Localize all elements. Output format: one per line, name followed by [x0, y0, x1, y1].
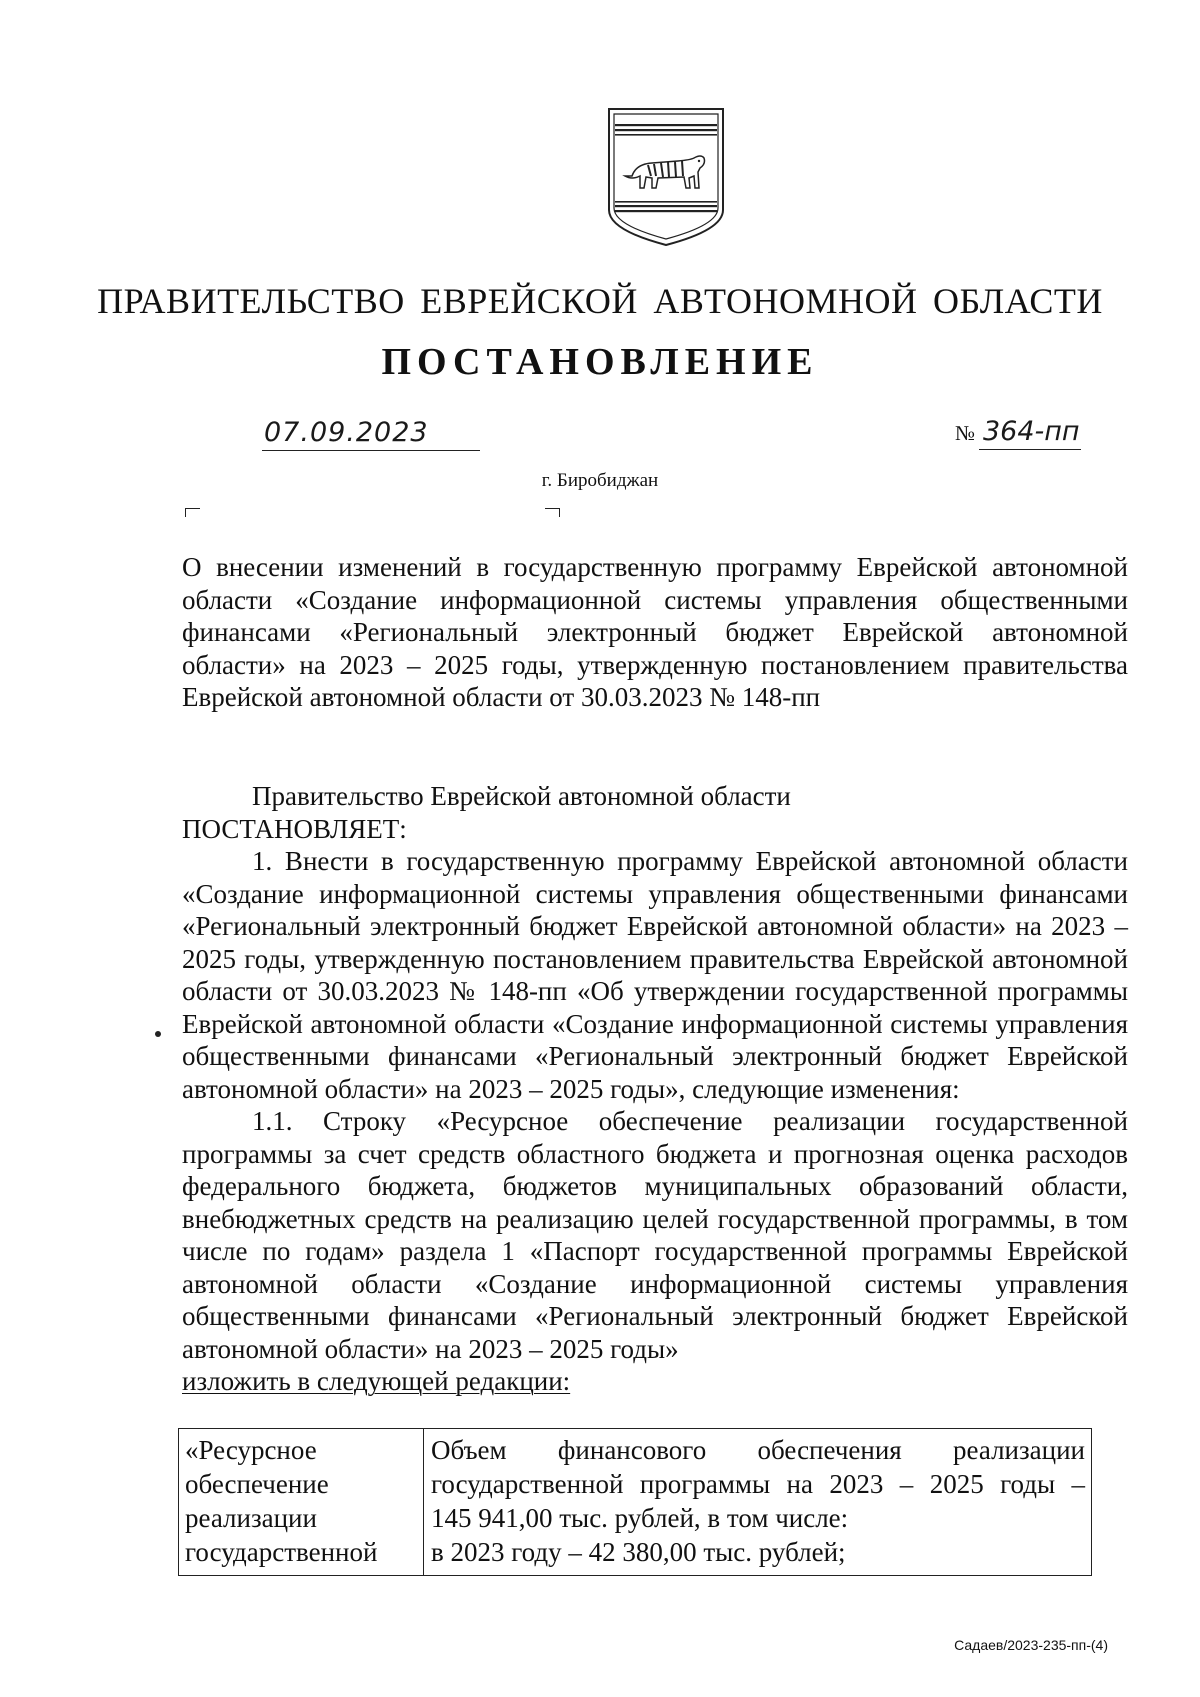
- subject-paragraph: О внесении изменений в государственную программу Еврейской автономной области «Создание информационной системы управления общественными финансами «Региональный электронный бюджет Еврейской автономной области» на 2023 – 2025 годы, утвержденную постановлением правительства Еврейской автономной области от 30.03.2023 № 148-пп: [182, 552, 1128, 712]
- table-right-line: в 2023 году – 42 380,00 тыс. рублей;: [431, 1537, 846, 1567]
- table-left-line: обеспечение: [185, 1469, 329, 1499]
- intro-line: Правительство Еврейской автономной области: [252, 781, 791, 811]
- table-left-line: реализации: [185, 1503, 317, 1533]
- government-title: ПРАВИТЕЛЬСТВО ЕВРЕЙСКОЙ АВТОНОМНОЙ ОБЛАСТИ: [97, 281, 1103, 321]
- body-text: [182, 780, 1128, 1398]
- footer-code: Садаев/2023-235-пп-(4): [954, 1637, 1108, 1653]
- date-field: [262, 416, 480, 451]
- table-left-cell: [179, 1429, 424, 1575]
- document-type-title: ПОСТАНОВЛЕНИЕ: [381, 341, 819, 383]
- margin-dot-mark: [155, 1031, 161, 1037]
- corner-mark-left: [185, 508, 200, 517]
- coat-of-arms-emblem: [606, 106, 726, 248]
- table-right-line: государственной программы на 2023 – 2025 годы –: [431, 1469, 1085, 1499]
- number-sign: №: [955, 421, 976, 445]
- table-right-line: 145 941,00 тыс. рублей, в том числе:: [431, 1503, 849, 1533]
- corner-mark-right: [545, 508, 560, 517]
- table-right-cell: [424, 1429, 1091, 1575]
- item-1-1-end: изложить в следующей редакции:: [182, 1366, 571, 1396]
- item-1-1-paragraph: 1.1. Строку «Ресурсное обеспечение реализации государственной программы за счет средств областного бюджета и прогнозная оценка расходов федерального бюджета, бюджетов муниципальных образований области, внебюджетных средств на реализацию целей государственной программы, в том числе по годам» раздела 1 «Паспорт государственной программы Еврейской автономной области «Создание информационной системы управления общественными финансами «Региональный электронный бюджет Еврейской автономной области» на 2023 – 2025 годы»: [182, 1106, 1128, 1364]
- table-left-line: «Ресурсное: [185, 1435, 317, 1465]
- tiger-shield-icon: [606, 106, 726, 248]
- handwritten-number: 364-пп: [983, 416, 1080, 447]
- item-1-paragraph: 1. Внести в государственную программу Еврейской автономной области «Создание информационной системы управления общественными финансами «Региональный электронный бюджет Еврейской автономной области» на 2023 – 2025 годы, утвержденную постановлением правительства Еврейской автономной области от 30.03.2023 № 148-пп «Об утверждении государственной программы Еврейской автономной области «Создание информационной системы управления общественными финансами «Региональный электронный бюджет Еврейской автономной области» на 2023 – 2025 годы», следующие изменения:: [182, 846, 1128, 1104]
- table-right-line: Объем финансового обеспечения реализации: [431, 1435, 1085, 1465]
- table-left-line: государственной: [185, 1537, 378, 1567]
- city-label: г. Биробиджан: [541, 470, 659, 491]
- resource-table: [178, 1428, 1092, 1576]
- number-underline: [979, 415, 1081, 450]
- handwritten-date: 07.09.2023: [264, 417, 429, 448]
- resolves-line: ПОСТАНОВЛЯЕТ:: [182, 813, 407, 844]
